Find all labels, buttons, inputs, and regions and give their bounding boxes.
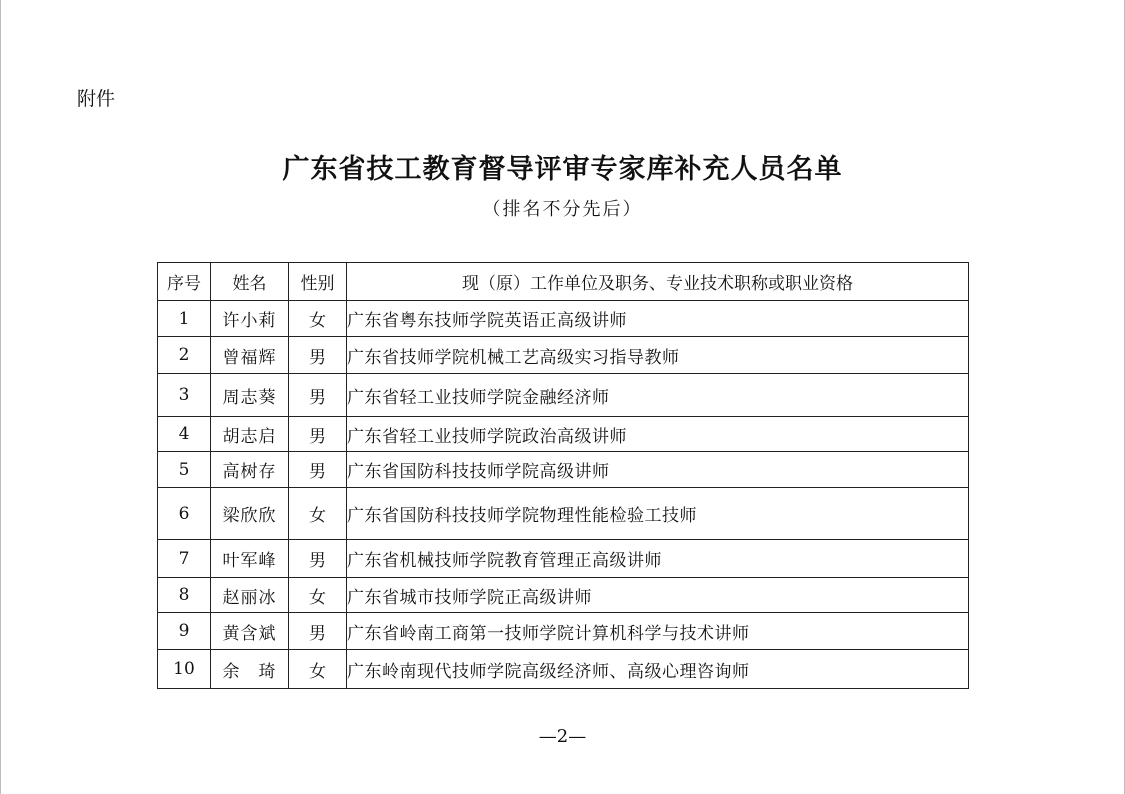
header-name: 姓名 (211, 263, 289, 301)
page-edge-left (0, 0, 1, 794)
cell-seq: 4 (158, 417, 211, 452)
table-row (158, 578, 969, 613)
cell-seq: 1 (158, 301, 211, 337)
cell-seq: 5 (158, 452, 211, 488)
table-row (158, 337, 969, 374)
cell-title: 广东省城市技师学院正高级讲师 (347, 578, 969, 613)
table-row (158, 417, 969, 452)
cell-title: 广东省技师学院机械工艺高级实习指导教师 (347, 337, 969, 374)
table-row (158, 613, 969, 650)
cell-title: 广东岭南现代技师学院高级经济师、高级心理咨询师 (347, 650, 969, 689)
table-row (158, 374, 969, 417)
cell-name: 许小莉 (211, 301, 289, 337)
cell-gender: 女 (289, 650, 347, 689)
cell-seq: 8 (158, 578, 211, 613)
cell-title: 广东省粤东技师学院英语正高级讲师 (347, 301, 969, 337)
cell-title: 广东省国防科技技师学院高级讲师 (347, 452, 969, 488)
cell-name: 黄含斌 (211, 613, 289, 650)
cell-seq: 3 (158, 374, 211, 417)
cell-name: 梁欣欣 (211, 488, 289, 540)
cell-title: 广东省机械技师学院教育管理正高级讲师 (347, 540, 969, 578)
cell-name: 余 琦 (211, 650, 289, 689)
table-row (158, 301, 969, 337)
expert-roster-table (157, 262, 969, 689)
cell-seq: 10 (158, 650, 211, 689)
cell-gender: 男 (289, 452, 347, 488)
cell-title: 广东省轻工业技师学院政治高级讲师 (347, 417, 969, 452)
cell-name: 曾福辉 (211, 337, 289, 374)
cell-title: 广东省岭南工商第一技师学院计算机科学与技术讲师 (347, 613, 969, 650)
cell-seq: 7 (158, 540, 211, 578)
cell-seq: 6 (158, 488, 211, 540)
header-title: 现（原）工作单位及职务、专业技术职称或职业资格 (347, 263, 969, 301)
cell-gender: 男 (289, 613, 347, 650)
cell-gender: 女 (289, 488, 347, 540)
cell-name: 周志葵 (211, 374, 289, 417)
cell-name: 赵丽冰 (211, 578, 289, 613)
cell-gender: 男 (289, 374, 347, 417)
cell-title: 广东省轻工业技师学院金融经济师 (347, 374, 969, 417)
attachment-label: 附件 (77, 88, 116, 110)
header-gender: 性别 (289, 263, 347, 301)
table-row (158, 452, 969, 488)
header-seq: 序号 (158, 263, 211, 301)
cell-seq: 2 (158, 337, 211, 374)
table-row (158, 540, 969, 578)
cell-gender: 女 (289, 578, 347, 613)
table-header-row (158, 263, 969, 301)
cell-seq: 9 (158, 613, 211, 650)
cell-gender: 女 (289, 301, 347, 337)
document-subtitle: （排名不分先后） (482, 199, 643, 220)
document-title: 广东省技工教育督导评审专家库补充人员名单 (282, 154, 843, 185)
cell-name: 叶军峰 (211, 540, 289, 578)
cell-name: 高树存 (211, 452, 289, 488)
table-row (158, 650, 969, 689)
cell-gender: 男 (289, 417, 347, 452)
cell-title: 广东省国防科技技师学院物理性能检验工技师 (347, 488, 969, 540)
page-number: —2— (538, 726, 587, 747)
cell-name: 胡志启 (211, 417, 289, 452)
table-row (158, 488, 969, 540)
cell-gender: 男 (289, 337, 347, 374)
cell-gender: 男 (289, 540, 347, 578)
